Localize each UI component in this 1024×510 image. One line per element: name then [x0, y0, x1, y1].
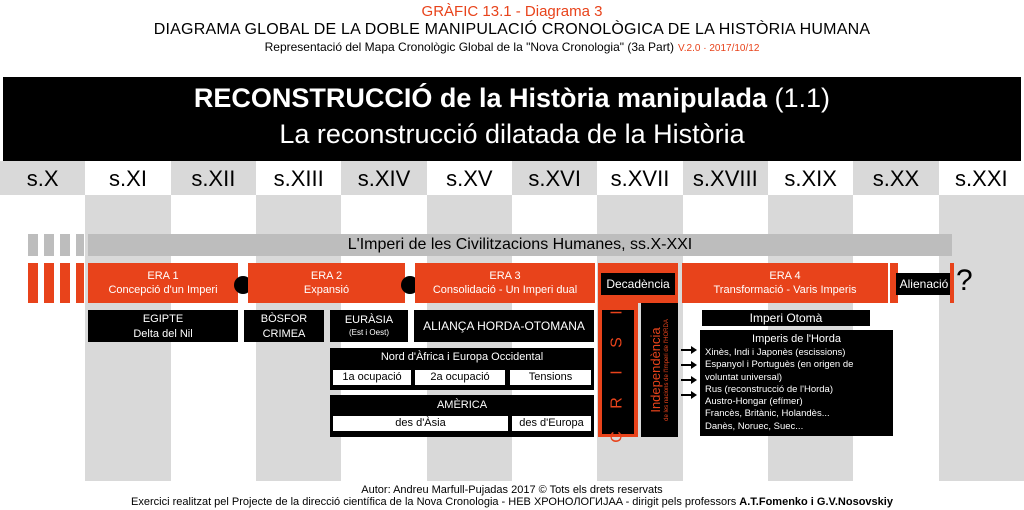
nord-ocupacio-1: 1a ocupació — [333, 370, 411, 385]
era1-box — [88, 263, 238, 303]
decadencia-label: Decadència — [601, 273, 675, 295]
era1-desc: Concepció d'un Imperi — [108, 284, 218, 296]
nord-tensions: Tensions — [510, 370, 591, 385]
question-mark: ? — [956, 264, 973, 297]
banner-number: (1.1) — [774, 83, 831, 113]
diagram-title: DIAGRAMA GLOBAL DE LA DOBLE MANIPULACIÓ CRONOLÒGICA DE LA HISTÒRIA HUMANA — [153, 21, 871, 38]
eurasia-block — [330, 310, 408, 342]
arrow-icon — [681, 361, 697, 369]
egipte-sub: Delta del Nil — [133, 328, 193, 340]
imperi-title: L'Imperi de les Civilitzacions Humanes, ss.X-XXI — [347, 236, 693, 253]
crisi-block — [602, 301, 634, 443]
nord-block — [330, 348, 594, 390]
egipte-block — [88, 310, 238, 342]
century-sxi: s.XI — [109, 166, 147, 191]
arrow-icon — [681, 391, 697, 399]
banner-title — [3, 83, 1021, 114]
alienacio-label: Alienació — [896, 273, 952, 295]
century-sxii: s.XII — [171, 161, 256, 195]
century-sxv: s.XV — [446, 166, 493, 191]
horda-item: Espanyol i Portuguès (en origen de — [705, 359, 854, 371]
subtitle-text: Representació del Mapa Cronològic Global de la "Nova Cronologia" (3a Part) — [264, 40, 675, 54]
era3-name: ERA 3 — [489, 270, 521, 282]
era2-box — [248, 263, 405, 303]
independencia-block — [641, 303, 678, 437]
stripe-orange-2 — [44, 263, 54, 303]
horda-item: Francès, Britànic, Holandès... — [705, 408, 830, 420]
eurasia-sub: (Est i Oest) — [348, 328, 389, 337]
horda-title: Imperis de l'Horda — [752, 333, 841, 345]
century-sxiii: s.XIII — [273, 166, 324, 191]
diagram-subtitle — [0, 40, 1024, 54]
stripe-orange-1 — [28, 263, 38, 303]
independencia-sub: de les nacions de l'Imperi de l'HORDA — [663, 319, 670, 421]
america-block — [330, 395, 594, 437]
era2-name: ERA 2 — [310, 270, 343, 282]
stripe-grey-1 — [28, 234, 38, 256]
era4-desc: Transformació - Varis Imperis — [713, 284, 857, 296]
horda-item: Rus (reconstrucció de l'Horda) — [705, 383, 833, 395]
arrows-group — [680, 345, 698, 405]
era4-box — [682, 263, 888, 303]
america-des-europa: des d'Europa — [512, 416, 591, 431]
footer-authors: A.T.Fomenko i G.V.Nosovskiy — [739, 496, 893, 508]
era3-desc: Consolidació - Un Imperi dual — [432, 284, 578, 296]
america-des-asia: des d'Àsia — [333, 416, 508, 431]
century-sxxi: s.XXI — [955, 166, 1008, 191]
horda-item: Xinès, Indi i Japonès (escissions) — [705, 347, 846, 358]
stripe-grey-2 — [44, 234, 54, 256]
version-label: V.2.0 · 2017/10/12 — [678, 43, 760, 54]
nord-ocupacio-2: 2a ocupació — [415, 370, 505, 385]
banner-title-text: RECONSTRUCCIÓ de la Història manipulada — [193, 83, 768, 113]
era1-name: ERA 1 — [147, 270, 179, 282]
stripe-grey-3 — [60, 234, 70, 256]
title-banner — [3, 77, 1021, 161]
alienacio-stripe-right — [950, 263, 954, 303]
crisi-label: C R I S I — [609, 301, 627, 443]
era4-name: ERA 4 — [769, 270, 801, 282]
century-sxix: s.XIX — [784, 166, 837, 191]
arrow-icon — [681, 346, 697, 354]
horda-list — [700, 347, 893, 433]
stripe-grey-4 — [76, 234, 84, 256]
century-sxviii: s.XVIII — [683, 161, 768, 195]
century-sxx: s.XX — [853, 161, 938, 195]
alianca-block: ALIANÇA HORDA-OTOMANA — [414, 310, 594, 342]
century-sxvii: s.XVII — [610, 166, 670, 191]
century-sxvi: s.XVI — [512, 161, 597, 195]
century-column — [0, 195, 85, 481]
otoma-block: Imperi Otomà — [702, 310, 870, 326]
independencia-label: Independència — [647, 327, 663, 413]
footer-credits — [0, 496, 1024, 508]
banner-subtitle: La reconstrucció dilatada de la Història — [279, 119, 745, 149]
century-sx: s.X — [0, 161, 85, 195]
bosfor-block — [244, 310, 324, 342]
footer-author: Autor: Andreu Marfull-Pujadas 2017 © Tots els drets reservats — [361, 484, 663, 496]
arrow-icon — [681, 376, 697, 384]
horda-item: voluntat universal) — [705, 371, 783, 383]
stripe-orange-3 — [60, 263, 70, 303]
nord-title: Nord d'Àfrica i Europa Occidental — [380, 351, 544, 363]
egipte-title: EGIPTE — [142, 313, 184, 325]
horda-item: Austro-Hongar (efímer) — [705, 396, 803, 408]
grafic-label: GRÀFIC 13.1 - Diagrama 3 — [421, 3, 603, 20]
era3-box — [415, 263, 595, 303]
era2-desc: Expansió — [303, 284, 350, 296]
century-sxiv: s.XIV — [341, 161, 426, 195]
america-title: AMÈRICA — [436, 399, 488, 411]
horda-block — [700, 330, 893, 436]
eurasia-title: EURÀSIA — [344, 314, 394, 326]
bosfor-sub: CRIMEA — [262, 328, 306, 340]
horda-item: Danès, Noruec, Suec... — [705, 420, 804, 432]
stripe-orange-4 — [76, 263, 84, 303]
footer-credits-text: Exercici realitzat pel Projecte de la direcció científica de la Nova Cronologia - НЕВ ХРОНОЛОГИJAA - dirigit pels professors — [131, 496, 737, 508]
bosfor-title: BÒSFOR — [260, 313, 308, 325]
